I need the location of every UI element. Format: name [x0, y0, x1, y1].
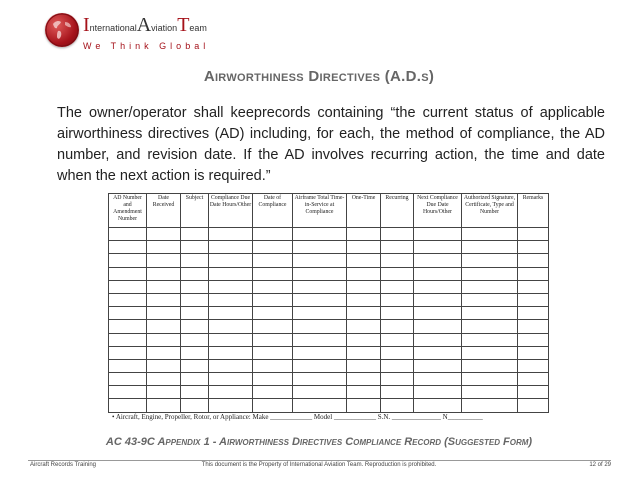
- col-header: Next Compliance Due Date Hours/Other: [414, 194, 462, 228]
- form-row: [109, 399, 549, 412]
- form-cell: [462, 228, 518, 241]
- form-cell: [518, 280, 549, 293]
- form-cell: [518, 359, 549, 372]
- col-header: Authorized Signature, Certificate, Type and Number: [462, 194, 518, 228]
- form-cell: [347, 280, 381, 293]
- form-cell: [209, 346, 253, 359]
- logo-word-3: eam: [189, 23, 207, 33]
- form-cell: [109, 307, 147, 320]
- form-cell: [109, 320, 147, 333]
- form-cell: [293, 386, 347, 399]
- form-cell: [381, 267, 414, 280]
- form-cell: [293, 293, 347, 306]
- form-cell: [209, 373, 253, 386]
- form-cell: [381, 320, 414, 333]
- slide-title: Airworthiness Directives (A.D.s): [203, 68, 435, 85]
- form-row: [109, 241, 549, 254]
- form-cell: [293, 254, 347, 267]
- form-cell: [462, 293, 518, 306]
- form-cell: [462, 333, 518, 346]
- company-logo: [45, 13, 225, 53]
- form-cell: [347, 386, 381, 399]
- form-cell: [209, 228, 253, 241]
- form-cell: [253, 280, 293, 293]
- form-cell: [293, 346, 347, 359]
- form-cell: [293, 228, 347, 241]
- form-cell: [109, 333, 147, 346]
- form-cell: [518, 373, 549, 386]
- page-number: 12 of 29: [589, 462, 611, 468]
- form-row: [109, 386, 549, 399]
- form-cell: [209, 267, 253, 280]
- logo-word-2: viation: [151, 23, 178, 33]
- form-cell: [209, 333, 253, 346]
- form-cell: [181, 359, 209, 372]
- form-cell: [181, 307, 209, 320]
- form-cell: [518, 293, 549, 306]
- form-cell: [347, 320, 381, 333]
- form-cell: [253, 228, 293, 241]
- form-footer-line: • Aircraft, Engine, Propeller, Rotor, or Appliance: Make ____________ Model ____________ S.N. ______________ N__________: [112, 413, 483, 421]
- form-cell: [293, 280, 347, 293]
- form-cell: [518, 241, 549, 254]
- form-cell: [147, 241, 181, 254]
- logo-word-1: nternational: [89, 23, 137, 33]
- form-cell: [381, 280, 414, 293]
- form-row: [109, 373, 549, 386]
- form-cell: [209, 254, 253, 267]
- form-cell: [147, 307, 181, 320]
- logo-wordmark: [83, 14, 207, 37]
- form-cell: [253, 359, 293, 372]
- form-cell: [109, 241, 147, 254]
- col-header: Airframe Total Time-in-Service at Compliance: [293, 194, 347, 228]
- form-cell: [253, 254, 293, 267]
- form-cell: [347, 307, 381, 320]
- form-cell: [147, 280, 181, 293]
- form-cell: [209, 241, 253, 254]
- form-cell: [109, 359, 147, 372]
- form-cell: [253, 320, 293, 333]
- form-row: [109, 254, 549, 267]
- form-cell: [518, 346, 549, 359]
- form-cell: [347, 254, 381, 267]
- form-cell: [462, 359, 518, 372]
- form-cell: [109, 293, 147, 306]
- form-cell: [347, 359, 381, 372]
- form-cell: [253, 333, 293, 346]
- form-cell: [147, 373, 181, 386]
- form-cell: [518, 267, 549, 280]
- form-cell: [293, 359, 347, 372]
- logo-cap-a: A: [136, 14, 152, 36]
- form-cell: [414, 293, 462, 306]
- form-cell: [253, 293, 293, 306]
- form-cell: [347, 267, 381, 280]
- form-cell: [518, 254, 549, 267]
- form-row: [109, 293, 549, 306]
- col-header: AD Number and Amendment Number: [109, 194, 147, 228]
- form-row: [109, 267, 549, 280]
- form-cell: [181, 399, 209, 412]
- form-cell: [209, 293, 253, 306]
- form-cell: [381, 254, 414, 267]
- form-cell: [147, 293, 181, 306]
- form-cell: [518, 386, 549, 399]
- form-header-row: [109, 194, 549, 228]
- form-row: [109, 359, 549, 372]
- form-cell: [253, 373, 293, 386]
- form-cell: [381, 293, 414, 306]
- logo-cap-i: I: [83, 14, 90, 36]
- form-cell: [181, 254, 209, 267]
- form-cell: [414, 254, 462, 267]
- form-cell: [147, 399, 181, 412]
- col-header: Remarks: [518, 194, 549, 228]
- form-cell: [414, 307, 462, 320]
- form-cell: [381, 386, 414, 399]
- form-cell: [109, 228, 147, 241]
- footer-left: Aircraft Records Training: [30, 462, 97, 468]
- form-row: [109, 228, 549, 241]
- form-cell: [109, 254, 147, 267]
- form-cell: [109, 373, 147, 386]
- form-row: [109, 280, 549, 293]
- form-cell: [347, 346, 381, 359]
- form-cell: [181, 267, 209, 280]
- form-cell: [347, 399, 381, 412]
- form-cell: [414, 228, 462, 241]
- form-cell: [518, 320, 549, 333]
- form-cell: [347, 228, 381, 241]
- form-cell: [414, 399, 462, 412]
- form-cell: [181, 333, 209, 346]
- form-cell: [518, 399, 549, 412]
- form-cell: [147, 320, 181, 333]
- form-cell: [147, 254, 181, 267]
- form-cell: [209, 386, 253, 399]
- form-cell: [253, 386, 293, 399]
- form-cell: [293, 267, 347, 280]
- form-cell: [462, 399, 518, 412]
- figure-caption: AC 43-9C Appendix 1 - Airworthiness Directives Compliance Record (Suggested Form): [105, 436, 533, 448]
- form-cell: [293, 333, 347, 346]
- form-cell: [181, 386, 209, 399]
- form-cell: [462, 346, 518, 359]
- footer-center: This document is the Property of International Aviation Team. Reproduction is prohibited.: [201, 462, 437, 468]
- form-cell: [253, 307, 293, 320]
- form-cell: [347, 241, 381, 254]
- form-row: [109, 307, 549, 320]
- form-cell: [181, 241, 209, 254]
- form-cell: [209, 280, 253, 293]
- logo-tagline: We Think Global: [83, 41, 210, 51]
- form-cell: [381, 228, 414, 241]
- form-cell: [181, 346, 209, 359]
- form-cell: [381, 373, 414, 386]
- form-cell: [347, 333, 381, 346]
- form-cell: [147, 386, 181, 399]
- form-cell: [381, 241, 414, 254]
- form-cell: [414, 333, 462, 346]
- form-cell: [518, 333, 549, 346]
- form-cell: [109, 346, 147, 359]
- form-cell: [253, 241, 293, 254]
- form-cell: [462, 386, 518, 399]
- col-header: Subject: [181, 194, 209, 228]
- form-cell: [209, 399, 253, 412]
- form-cell: [293, 373, 347, 386]
- form-cell: [381, 346, 414, 359]
- form-cell: [414, 346, 462, 359]
- form-cell: [181, 228, 209, 241]
- form-cell: [462, 373, 518, 386]
- form-cell: [253, 346, 293, 359]
- form-table: [108, 193, 549, 413]
- globe-icon: [45, 13, 79, 47]
- form-cell: [109, 280, 147, 293]
- form-body: [109, 228, 549, 413]
- col-header: Recurring: [381, 194, 414, 228]
- form-cell: [181, 373, 209, 386]
- form-cell: [293, 399, 347, 412]
- form-cell: [293, 320, 347, 333]
- form-cell: [414, 386, 462, 399]
- form-cell: [181, 280, 209, 293]
- form-cell: [381, 399, 414, 412]
- form-cell: [518, 228, 549, 241]
- form-cell: [147, 359, 181, 372]
- form-cell: [462, 280, 518, 293]
- form-cell: [414, 267, 462, 280]
- form-cell: [462, 241, 518, 254]
- form-cell: [293, 307, 347, 320]
- form-cell: [147, 346, 181, 359]
- form-cell: [381, 359, 414, 372]
- col-header: Date of Compliance: [253, 194, 293, 228]
- form-cell: [293, 241, 347, 254]
- form-cell: [414, 320, 462, 333]
- form-cell: [347, 373, 381, 386]
- form-cell: [147, 228, 181, 241]
- form-cell: [109, 399, 147, 412]
- form-cell: [414, 241, 462, 254]
- form-cell: [209, 320, 253, 333]
- form-cell: [381, 333, 414, 346]
- form-cell: [462, 307, 518, 320]
- form-cell: [462, 320, 518, 333]
- form-cell: [347, 293, 381, 306]
- form-cell: [462, 254, 518, 267]
- body-paragraph: The owner/operator shall keeprecords containing “the current status of applicable airworthiness directives (AD) including, for each, the method of compliance, the AD number, and revision date. If the AD involves recurring action, the time and date when the next action is required.”: [57, 105, 605, 184]
- form-cell: [462, 267, 518, 280]
- form-cell: [209, 359, 253, 372]
- page-footer: [0, 462, 638, 474]
- form-cell: [209, 307, 253, 320]
- form-cell: [109, 386, 147, 399]
- col-header: Date Received: [147, 194, 181, 228]
- ad-compliance-form: [108, 193, 550, 421]
- form-cell: [253, 399, 293, 412]
- form-cell: [414, 373, 462, 386]
- form-row: [109, 333, 549, 346]
- form-cell: [414, 359, 462, 372]
- form-row: [109, 346, 549, 359]
- footer-divider: [28, 460, 611, 461]
- logo-cap-t: T: [177, 14, 190, 36]
- form-cell: [181, 320, 209, 333]
- col-header: Compliance Due Date Hours/Other: [209, 194, 253, 228]
- form-cell: [147, 333, 181, 346]
- form-cell: [147, 267, 181, 280]
- form-cell: [414, 280, 462, 293]
- form-cell: [109, 267, 147, 280]
- col-header: One-Time: [347, 194, 381, 228]
- form-row: [109, 320, 549, 333]
- form-cell: [518, 307, 549, 320]
- form-cell: [181, 293, 209, 306]
- form-cell: [253, 267, 293, 280]
- form-cell: [381, 307, 414, 320]
